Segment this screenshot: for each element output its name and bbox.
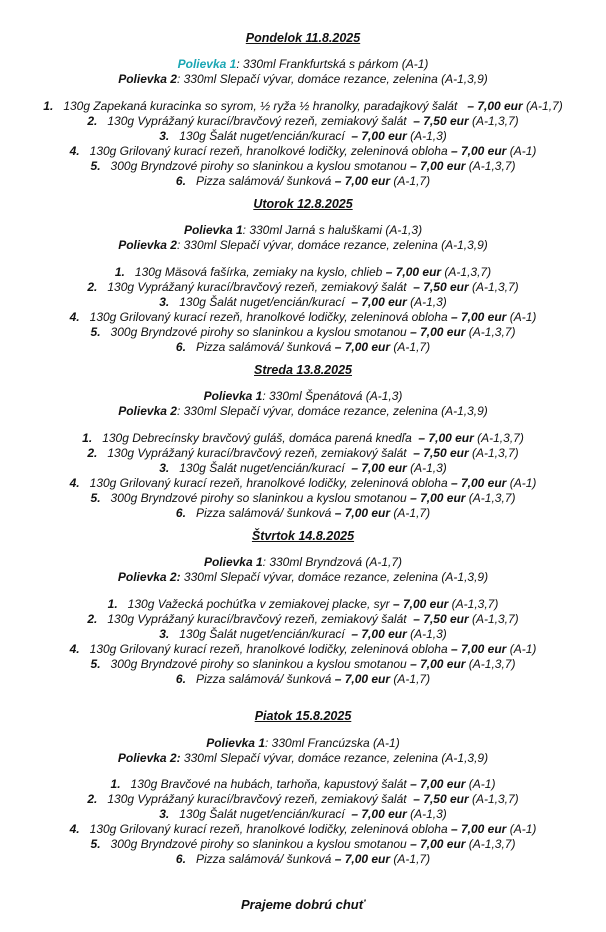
menu-item: 4. 130g Grilovaný kurací rezeň, hranolkové lodičky, zeleninová obloha – 7,00 eur (A-1) — [69, 144, 537, 158]
menu-item: 6. Pizza salámová/ šunková – 7,00 eur (A-1,7) — [175, 174, 431, 188]
menu-item: 5. 300g Bryndzové pirohy so slaninkou a kyslou smotanou – 7,00 eur (A-1,3,7) — [90, 159, 516, 173]
day-heading: Piatok 15.8.2025 — [254, 709, 352, 723]
menu-item: 4. 130g Grilovaný kurací rezeň, hranolkové lodičky, zeleninová obloha – 7,00 eur (A-1) — [69, 476, 537, 490]
soup-line: Polievka 1: 330ml Špenátová (A-1,3) — [203, 389, 403, 403]
closing-message: Prajeme dobrú chuť — [241, 897, 365, 912]
menu-item: 6. Pizza salámová/ šunková – 7,00 eur (A-1,7) — [175, 852, 431, 866]
menu-item: 6. Pizza salámová/ šunková – 7,00 eur (A-1,7) — [175, 340, 431, 354]
soup-line: Polievka 1: 330ml Frankfurtská s párkom (A-1) — [177, 57, 429, 71]
menu-item: 4. 130g Grilovaný kurací rezeň, hranolkové lodičky, zeleninová obloha – 7,00 eur (A-1) — [69, 310, 537, 324]
soup-line: Polievka 2: 330ml Slepačí vývar, domáce rezance, zelenina (A-1,3,9) — [118, 72, 488, 86]
soup-line: Polievka 1: 330ml Jarná s haluškami (A-1,3) — [183, 223, 423, 237]
menu-item: 1. 130g Mäsová fašírka, zemiaky na kyslo, chlieb – 7,00 eur (A-1,3,7) — [114, 265, 492, 279]
day-heading: Streda 13.8.2025 — [254, 363, 352, 377]
menu-item: 5. 300g Bryndzové pirohy so slaninkou a kyslou smotanou – 7,00 eur (A-1,3,7) — [90, 491, 516, 505]
menu-item: 5. 300g Bryndzové pirohy so slaninkou a kyslou smotanou – 7,00 eur (A-1,3,7) — [90, 837, 516, 851]
menu-item: 1. 130g Važecká pochúťka v zemiakovej placke, syr – 7,00 eur (A-1,3,7) — [107, 597, 499, 611]
soup-line: Polievka 2: 330ml Slepačí vývar, domáce rezance, zelenina (A-1,3,9) — [117, 751, 489, 765]
menu-item: 6. Pizza salámová/ šunková – 7,00 eur (A-1,7) — [175, 672, 431, 686]
soup-line: Polievka 2: 330ml Slepačí vývar, domáce rezance, zelenina (A-1,3,9) — [117, 570, 489, 584]
menu-item: 2. 130g Vyprážaný kurací/bravčový rezeň, zemiakový šalát – 7,50 eur (A-1,3,7) — [87, 792, 519, 806]
day-heading: Pondelok 11.8.2025 — [245, 31, 361, 45]
menu-item: 3. 130g Šalát nuget/encián/kurací – 7,00 eur (A-1,3) — [159, 807, 447, 821]
menu-item: 3. 130g Šalát nuget/encián/kurací – 7,00 eur (A-1,3) — [159, 295, 447, 309]
day-heading: Štvrtok 14.8.2025 — [251, 529, 355, 543]
menu-item: 3. 130g Šalát nuget/encián/kurací – 7,00 eur (A-1,3) — [159, 627, 447, 641]
menu-item: 2. 130g Vyprážaný kurací/bravčový rezeň, zemiakový šalát – 7,50 eur (A-1,3,7) — [87, 612, 519, 626]
menu-item: 2. 130g Vyprážaný kurací/bravčový rezeň, zemiakový šalát – 7,50 eur (A-1,3,7) — [87, 446, 519, 460]
menu-item: 4. 130g Grilovaný kurací rezeň, hranolkové lodičky, zeleninová obloha – 7,00 eur (A-1) — [69, 822, 537, 836]
menu-item: 2. 130g Vyprážaný kurací/bravčový rezeň, zemiakový šalát – 7,50 eur (A-1,3,7) — [87, 114, 519, 128]
menu-item: 3. 130g Šalát nuget/encián/kurací – 7,00 eur (A-1,3) — [159, 129, 447, 143]
menu-item: 6. Pizza salámová/ šunková – 7,00 eur (A-1,7) — [175, 506, 431, 520]
menu-item: 1. 130g Bravčové na hubách, tarhoňa, kapustový šalát – 7,00 eur (A-1) — [110, 777, 496, 791]
menu-item: 4. 130g Grilovaný kurací rezeň, hranolkové lodičky, zeleninová obloha – 7,00 eur (A-1) — [69, 642, 537, 656]
menu-item: 3. 130g Šalát nuget/encián/kurací – 7,00 eur (A-1,3) — [159, 461, 447, 475]
day-heading: Utorok 12.8.2025 — [253, 197, 353, 211]
soup-line: Polievka 2: 330ml Slepačí vývar, domáce rezance, zelenina (A-1,3,9) — [118, 238, 488, 252]
menu-item: 1. 130g Zapekaná kuracinka so syrom, ½ ryža ½ hranolky, paradajkový šalát – 7,00 eur (A-1,7) — [43, 99, 563, 113]
menu-item: 2. 130g Vyprážaný kurací/bravčový rezeň, zemiakový šalát – 7,50 eur (A-1,3,7) — [87, 280, 519, 294]
soup-line: Polievka 1: 330ml Francúzska (A-1) — [206, 736, 400, 750]
menu-item: 5. 300g Bryndzové pirohy so slaninkou a kyslou smotanou – 7,00 eur (A-1,3,7) — [90, 657, 516, 671]
soup-line: Polievka 1: 330ml Bryndzová (A-1,7) — [203, 555, 403, 569]
menu-item: 1. 130g Debrecínsky bravčový guláš, domáca parená knedľa – 7,00 eur (A-1,3,7) — [82, 431, 524, 445]
menu-item: 5. 300g Bryndzové pirohy so slaninkou a kyslou smotanou – 7,00 eur (A-1,3,7) — [90, 325, 516, 339]
soup-line: Polievka 2: 330ml Slepačí vývar, domáce rezance, zelenina (A-1,3,9) — [118, 404, 488, 418]
